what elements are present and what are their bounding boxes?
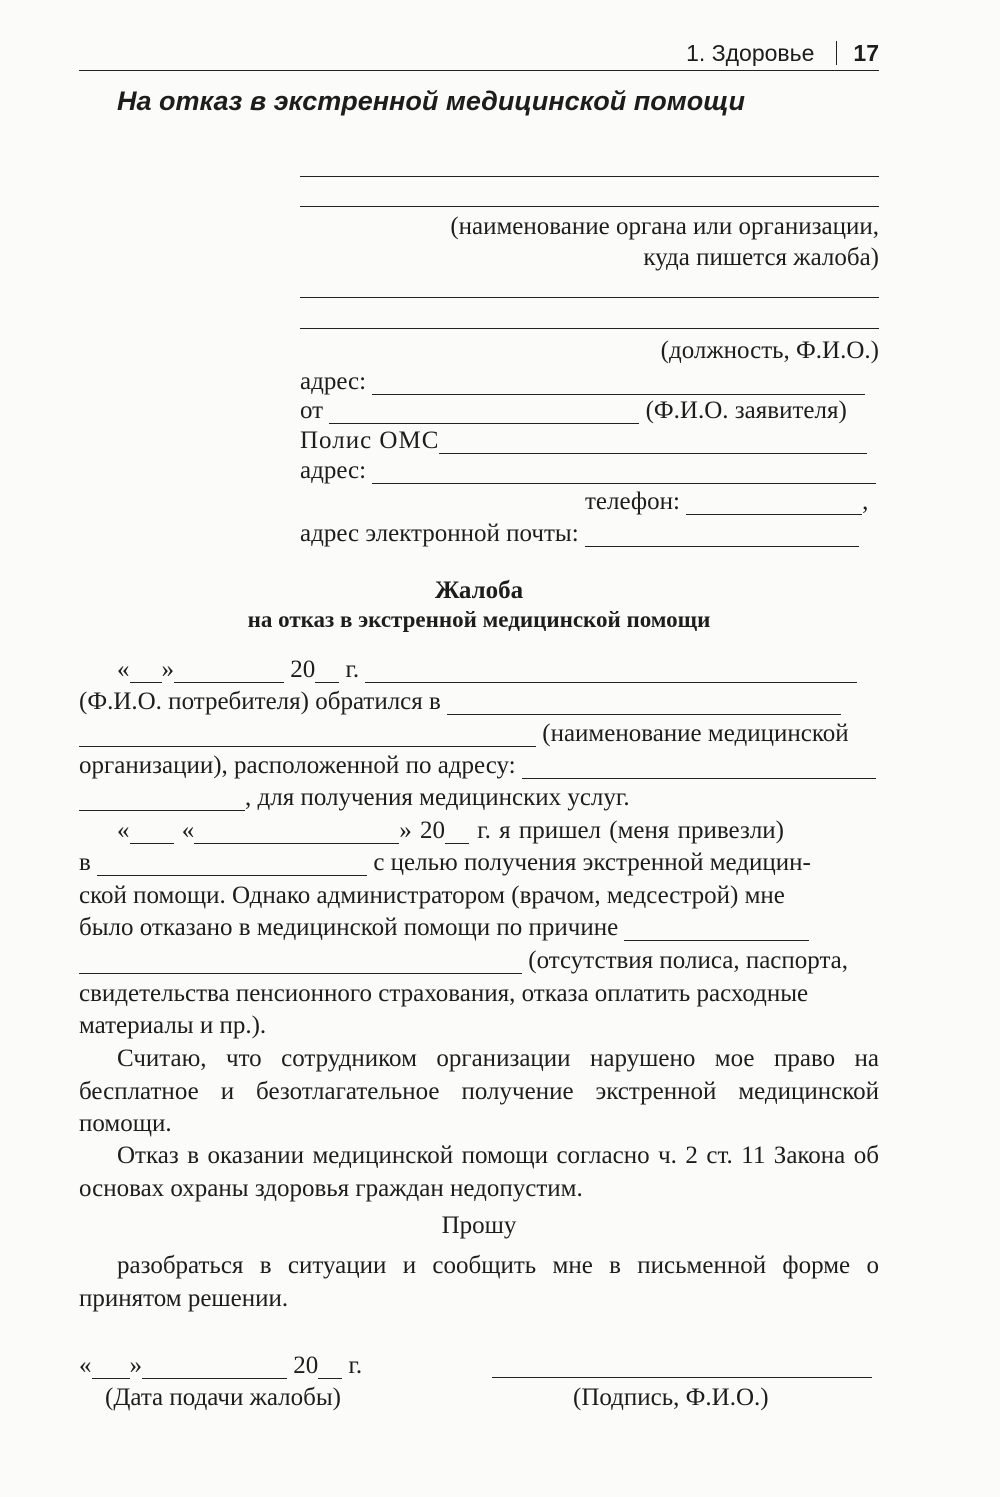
running-header <box>686 40 879 67</box>
p2-month-blank <box>194 816 399 843</box>
facility-address-blank <box>522 751 876 778</box>
org-caption-2: куда пишется жалоба) <box>643 244 879 271</box>
from-caption: (Ф.И.О. заявителя) <box>645 397 847 424</box>
phone-blank <box>686 487 862 514</box>
policy-label: Полис ОМС <box>300 427 440 454</box>
phone-label: телефон: <box>585 488 680 515</box>
p2-l3-text: ской помощи. Однако администратором (врачом, медсестрой) мне <box>79 882 785 909</box>
p2-line-1 <box>117 815 784 847</box>
position-line-2 <box>300 328 879 329</box>
paragraph-4: Отказ в оказании медицинской помощи согласно ч. 2 ст. 11 Закона об основах охраны здоровья граждан недопустим. <box>79 1142 879 1202</box>
p1-line-3 <box>79 718 849 750</box>
reason-blank <box>624 913 809 940</box>
org-line-2 <box>300 206 879 207</box>
from-label: от <box>300 397 324 424</box>
consumer-name-blank <box>365 655 857 682</box>
p2-l7-text: материалы и пр.). <box>79 1012 267 1039</box>
chapter-label: 1. Здоровье <box>686 40 815 66</box>
request-word: Прошу <box>441 1212 517 1239</box>
p2-l1-text: г. я пришел (меня привезли) <box>477 817 785 844</box>
p2-line-6 <box>79 978 808 1010</box>
sign-date-row <box>79 1350 362 1382</box>
sign-caption: (Подпись, Ф.И.О.) <box>573 1384 769 1411</box>
sign-quote-open: « <box>79 1352 92 1379</box>
p2-l5-text: (отсутствия полиса, паспорта, <box>528 947 849 974</box>
year-prefix: 20 <box>290 656 316 683</box>
p1-line-5 <box>79 782 630 814</box>
p2-day-blank <box>130 816 174 843</box>
p2-line-4 <box>79 912 809 944</box>
document-subtitle: на отказ в экстренной медицинской помощи <box>247 607 711 632</box>
reason-blank-2 <box>79 946 522 973</box>
address2-row <box>300 455 876 487</box>
quote-close: » <box>161 656 174 683</box>
address-row <box>300 366 865 398</box>
header-separator <box>836 41 837 65</box>
p1-l3-text: (наименование медицинской <box>542 720 849 747</box>
p2-year-blank <box>445 816 469 843</box>
org-caption-1: (наименование органа или организации, <box>450 213 879 240</box>
year-blank <box>315 655 339 682</box>
page-number: 17 <box>853 40 879 66</box>
sign-quote-close: » <box>129 1352 142 1379</box>
p1-line-1 <box>117 654 857 686</box>
p1-line-4 <box>79 750 876 782</box>
document-title: Жалоба <box>434 577 524 604</box>
sign-month-blank <box>142 1351 287 1378</box>
sign-year-blank <box>318 1351 342 1378</box>
address-label: адрес: <box>300 368 367 395</box>
policy-row <box>300 425 867 457</box>
p2-line-7 <box>79 1010 266 1042</box>
from-row <box>300 395 847 427</box>
p2-l4-text: было отказано в медицинской помощи по причине <box>79 914 619 941</box>
p2-l6-text: свидетельства пенсионного страхования, отказа оплатить расходные <box>79 980 809 1007</box>
p2-line-2 <box>79 847 811 879</box>
section-title: На отказ в экстренной медицинской помощи <box>117 86 745 116</box>
from-blank <box>329 396 639 423</box>
address2-blank <box>372 456 876 483</box>
year-suffix: г. <box>345 656 360 683</box>
sign-year-prefix: 20 <box>293 1352 319 1379</box>
paragraph-5: разобраться в ситуации и сообщить мне в письменной форме о принятом решении. <box>79 1252 879 1312</box>
p2-l2-text: с целью получения экстренной медицин- <box>373 849 811 876</box>
p1-l5-text: , для получения медицинских услуг. <box>245 784 630 811</box>
phone-row <box>585 486 868 518</box>
day-blank <box>130 655 162 682</box>
phone-suffix: , <box>862 488 869 515</box>
p2-quote-open: « <box>117 817 130 844</box>
email-blank <box>585 519 859 546</box>
p1-l4-text: организации), расположенной по адресу: <box>79 752 516 779</box>
p2-place-blank <box>97 848 367 875</box>
policy-blank <box>439 426 867 453</box>
email-label: адрес электронной почты: <box>300 520 579 547</box>
position-line-1 <box>300 297 879 298</box>
p1-l2-text: (Ф.И.О. потребителя) обратился в <box>79 688 441 715</box>
paragraph-3: Считаю, что сотрудником организации нарушено мое право на бесплатное и безотлагательное получение экстренной медицинской помощи. <box>79 1045 879 1137</box>
p2-quote-open-2: « <box>181 817 195 844</box>
address2-label: адрес: <box>300 457 367 484</box>
quote-open: « <box>117 656 130 683</box>
signature-line <box>492 1377 872 1378</box>
p2-year-prefix: 20 <box>420 817 445 844</box>
p2-line-3 <box>79 880 785 912</box>
facility-blank-2 <box>79 719 536 746</box>
date-caption: (Дата подачи жалобы) <box>105 1384 341 1411</box>
p2-l2-prefix: в <box>79 849 91 876</box>
month-blank <box>174 655 284 682</box>
address-blank <box>372 367 865 394</box>
header-rule <box>79 70 879 71</box>
p2-quote-close: » <box>399 817 412 844</box>
sign-year-suffix: г. <box>348 1352 363 1379</box>
email-row <box>300 518 859 550</box>
facility-blank <box>447 687 841 714</box>
sign-day-blank <box>92 1351 130 1378</box>
org-line-1 <box>300 176 879 177</box>
p1-line-2 <box>79 686 841 718</box>
facility-address-blank-2 <box>79 783 245 810</box>
position-caption: (должность, Ф.И.О.) <box>660 337 879 364</box>
p2-line-5 <box>79 945 848 977</box>
